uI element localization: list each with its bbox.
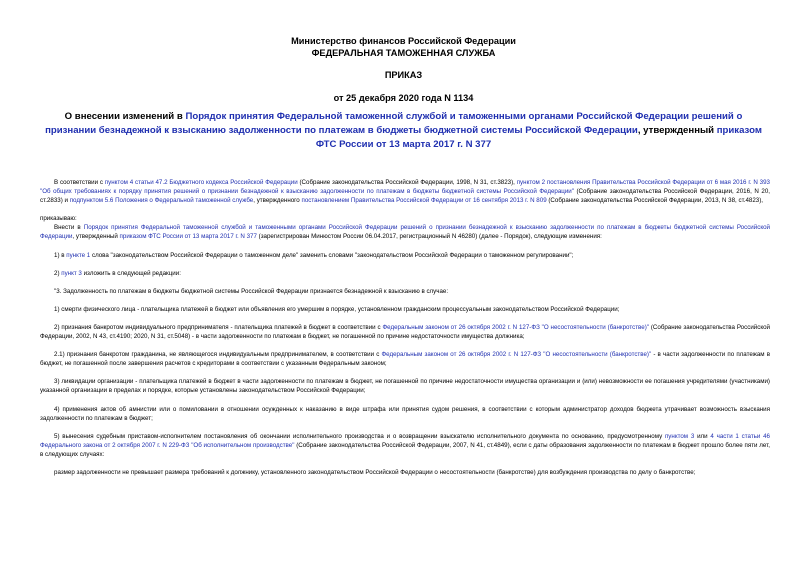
paragraph-case-4: 4) применения актов об амнистии или о помиловании в отношении осужденных к наказанию в виде штрафа или принятия судом решения, в соответствии с которым администратор доходов бюджета утрачивает возможность взыскания задолженности по платежам в бюджет; xyxy=(40,405,770,422)
paragraph-case-1: 1) смерти физического лица - плательщика платежей в бюджет или объявления его умершим в порядке, установленном гражданским процессуальным законодательством Российской Федерации; xyxy=(54,305,620,313)
paragraph-item-2: 2) пункт 3 изложить в следующей редакции: xyxy=(54,269,181,277)
title-link-order[interactable]: приказом ФТС России от 13 марта 2017 г. N 377 xyxy=(315,125,762,150)
paragraph-case-2: 2) признания банкротом индивидуального предпринимателя - плательщика платежей в бюджет в соответствии с Федеральным законом от 26 октября 2002 г. N 127-ФЗ "О несостоятельности (банкротстве)" (Собрание законодательства Российской Федерации, 2002, N 43, ст.4190; 2020, N 31, ст.5048) - в части задолженности по платежам в бюджет, не погашенной по причине недостаточности имущества должника; xyxy=(40,323,770,341)
link-government-resolution-809[interactable]: постановлением Правительства Российской Федерации от 16 сентября 2013 г. N 809 xyxy=(301,197,547,205)
paragraph-case-2-1: 2.1) признания банкротом гражданина, не являющегося индивидуальным предпринимателем, в соответствии с Федеральным законом от 26 октября 2002 г. N 127-ФЗ "О несостоятельности (банкротстве)" - в части задолженности по платежам в бюджет, не погашенной после завершения расчетов с кредиторами в соответствии с указанным Федеральным законом; xyxy=(40,351,770,368)
service-name: ФЕДЕРАЛЬНАЯ ТАМОЖЕННАЯ СЛУЖБА xyxy=(311,47,496,58)
link-government-resolution-393[interactable]: пунктом 2 постановления Правительства Российской Федерации от 6 мая 2016 г. N 393 "Об общих требованиях к порядку принятия решений о признании безнадежной к взысканию задолженности по платежам в бюджеты бюджетной системы Российской Федерации" xyxy=(40,179,770,196)
link-order-377[interactable]: приказом ФТС России от 13 марта 2017 г. N 377 xyxy=(119,233,257,241)
link-point-1[interactable]: пункте 1 xyxy=(66,251,91,259)
document-type: ПРИКАЗ xyxy=(384,70,423,80)
link-point-3[interactable]: пункт 3 xyxy=(61,269,82,277)
ministry-name: Министерство финансов Российской Федерации xyxy=(291,36,516,46)
title-link-procedure[interactable]: Порядок принятия Федеральной таможенной службой и таможенными органами Российской Федерации решений о признании безнадежной к взысканию задолженности по платежам в бюджеты бюджетной системы Российской Федерации xyxy=(45,111,743,136)
document-header xyxy=(0,36,807,104)
title-text: , утвержденный xyxy=(637,125,717,136)
paragraph-item-1: 1) в пункте 1 слова "законодательством Российской Федерации о таможенном деле" заменить словами "законодательством Российской Федерации о таможенном регулировании"; xyxy=(54,251,574,259)
paragraph-amendments-intro: Внести в Порядок принятия Федеральной таможенной службой и таможенными органами Российской Федерации решений о признании безнадежной к взысканию задолженности по платежам в бюджеты бюджетной системы Российской Федерации, утвержденный приказом ФТС России от 13 марта 2017 г. N 377 (зарегистрирован Минюстом России 06.04.2017, регистрационный N 46280) (далее - Порядок), следующие изменения: xyxy=(40,224,770,241)
paragraph-case-3: 3) ликвидации организации - плательщика платежей в бюджет в части задолженности по платежам в бюджет, не погашенной по причине недостаточности имущества организации и (или) невозможности ее погашения учредителями (участниками) указанной организации в пределах и порядке, которые установлены законодательством Российской Федерации; xyxy=(40,378,770,395)
paragraph-point-3: "3. Задолженность по платежам в бюджеты бюджетной системы Российской Федерации признается безнадежной к взысканию в случае: xyxy=(54,287,449,295)
title-text: О внесении изменений в xyxy=(64,111,186,122)
paragraph-debt-size: размер задолженности не превышает размера требований к должнику, установленного законодательством Российской Федерации о несостоятельности (банкротстве) для возбуждения производства по делу о банкротстве; xyxy=(54,468,696,476)
link-bankruptcy-law-2[interactable]: Федеральным законом от 26 октября 2002 г. N 127-ФЗ "О несостоятельности (банкротстве)" xyxy=(381,351,652,359)
link-budget-code[interactable]: пунктом 4 статьи 47.2 Бюджетного кодекса Российской Федерации xyxy=(104,179,298,186)
paragraph-case-5: 5) вынесения судебным приставом-исполнителем постановления об окончании исполнительного производства и о возвращении взыскателю исполнительного документа по основанию, предусмотренному пунктом 3 или 4 части 1 статьи 46 Федерального закона от 2 октября 2007 г. N 229-ФЗ "Об исполнительном производстве" (Собрание законодательства Российской Федерации, 2007, N 41, ст.4849), если с даты образования задолженности по платежам в бюджет прошло более пяти лет, в следующих случаях: xyxy=(40,432,771,458)
document-date-number: от 25 декабря 2020 года N 1134 xyxy=(333,92,474,103)
link-enforcement-law[interactable]: 4 части 1 статьи 46 Федерального закона от 2 октября 2007 г. N 229-ФЗ "Об исполнительном производстве" xyxy=(40,432,770,449)
document-title xyxy=(40,110,767,152)
document-body xyxy=(40,178,770,477)
paragraph-preamble: В соответствии с пунктом 4 статьи 47.2 Бюджетного кодекса Российской Федерации (Собрание законодательства Российской Федерации, 1998, N 31, ст.3823), пунктом 2 постановления Правительства Российской Федерации от 6 мая 2016 г. N 393 "Об общих требованиях к порядку принятия решений о признании безнадежной к взысканию задолженности по платежам в бюджеты бюджетной системы Российской Федерации" (Собрание законодательства Российской Федерации, 2016, N 20, ст.2833) и подпунктом 5.6 Положения о Федеральной таможенной службе, утвержденного постановлением Правительства Российской Федерации от 16 сентября 2013 г. N 809 (Собрание законодательства Российской Федерации, 2013, N 38, ст.4823), xyxy=(40,179,770,205)
paragraph-order: приказываю: xyxy=(40,215,77,223)
link-bankruptcy-law[interactable]: Федеральным законом от 26 октября 2002 г. N 127-ФЗ "О несостоятельности (банкротстве)" xyxy=(382,323,649,331)
link-customs-regulation[interactable]: подпунктом 5.6 Положения о Федеральной таможенной службе xyxy=(69,197,254,205)
link-procedure[interactable]: Порядок принятия Федеральной таможенной службой и таможенными органами Российской Федерации решений о признании безнадежной к взысканию задолженности по платежам в бюджеты бюджетной системы Российской Федерации xyxy=(40,224,770,241)
link-point-3-art-46[interactable]: пунктом 3 xyxy=(664,432,695,440)
